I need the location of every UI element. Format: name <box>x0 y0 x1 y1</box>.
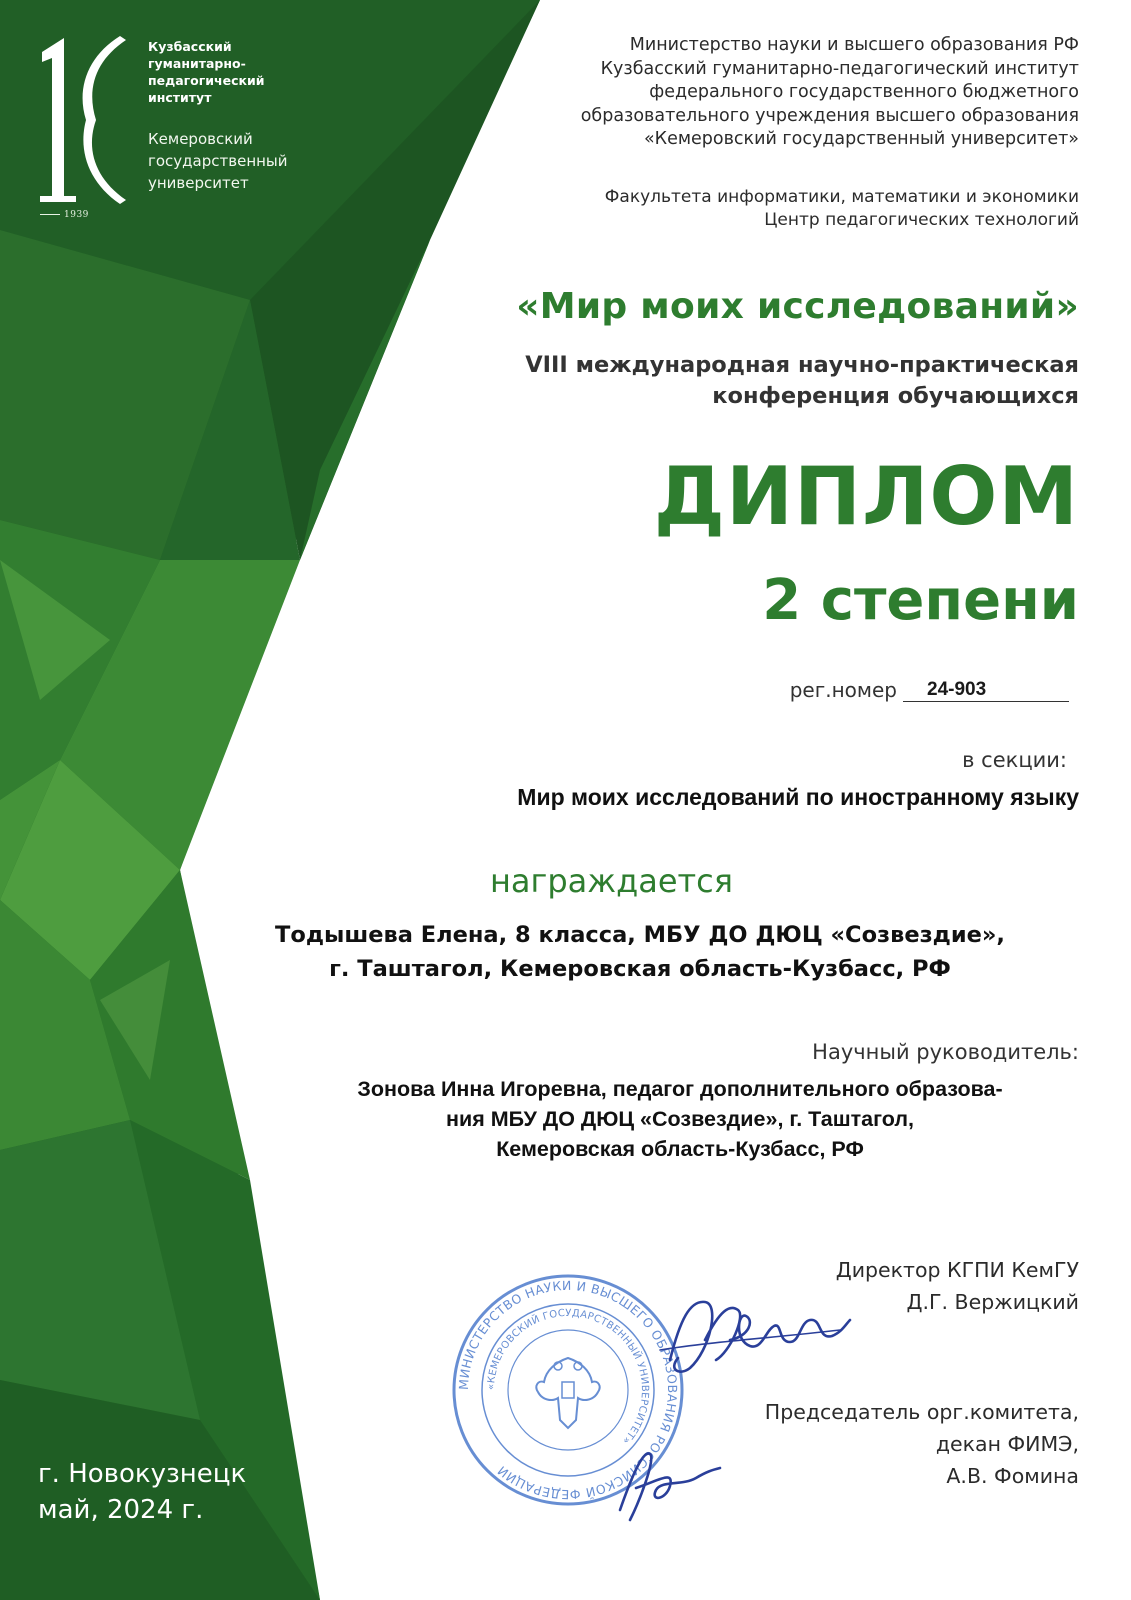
institute-name: Кузбасский гуманитарно- педагогический институт <box>148 39 265 105</box>
city-and-date <box>38 1456 246 1528</box>
logo-year: 1939 <box>40 210 89 220</box>
section-name: Мир моих исследований по иностранному языку <box>517 784 1079 810</box>
supervisor-label: Научный руководитель: <box>812 1040 1079 1064</box>
ministry-header: Министерство науки и высшего образования РФ Кузбасский гуманитарно-педагогический институт федерального государственного бюджетного образовательного учреждения высшего образования «Кемеровский государственный университет» <box>580 35 1079 149</box>
stamp-inner-text: «КЕМЕРОВСКИЙ ГОСУДАРСТВЕННЫЙ УНИВЕРСИТЕТ» <box>485 1307 651 1447</box>
registration-label: рег.номер <box>789 678 897 702</box>
registration-number: 24-903 <box>903 679 1069 702</box>
diploma-degree: 2 степени <box>762 568 1079 633</box>
date: май, 2024 г. <box>38 1495 204 1525</box>
stamp-outer-text: МИНИСТЕРСТВО НАУКИ И ВЫСШЕГО ОБРАЗОВАНИЯ РОССИЙСКОЙ ФЕДЕРАЦИИ <box>455 1277 681 1503</box>
director-signature-icon <box>650 1280 860 1390</box>
university-name: Кемеровский государственный университет <box>148 130 288 192</box>
chairman-signature-block: Председатель орг.комитета, декан ФИМЭ, А.В. Фомина <box>764 1400 1079 1488</box>
diploma-title: ДИПЛОМ <box>653 450 1079 543</box>
conference-title: «Мир моих исследований» <box>516 286 1079 327</box>
director-signature-block: Директор КГПИ КемГУ Д.Г. Вержицкий <box>835 1258 1079 1314</box>
institute-logo-icon <box>34 30 134 210</box>
svg-text:«КЕМЕРОВСКИЙ ГОСУДАРСТВЕННЫЙ У <box>486 1308 650 1446</box>
awarded-label: награждается <box>490 862 733 900</box>
awardee-details: Тодышева Елена, 8 класса, МБУ ДО ДЮЦ «Созвездие», г. Таштагол, Кемеровская область-Кузбасс, РФ <box>275 922 1005 982</box>
faculty-header: Факультета информатики, математики и экономики Центр педагогических технологий <box>604 187 1079 230</box>
section-label: в секции: <box>962 748 1067 772</box>
conference-subtitle: VIII международная научно-практическая конференция обучающихся <box>525 352 1079 409</box>
city: г. Новокузнецк <box>38 1459 247 1489</box>
supervisor-details: Зонова Инна Игоревна, педагог дополнительного образова- ния МБУ ДО ДЮЦ «Созвездие», г. Таштагол, Кемеровская область-Кузбасс, РФ <box>357 1077 1003 1161</box>
registration-number-row <box>790 676 1069 702</box>
chairman-signature-icon <box>600 1430 730 1530</box>
